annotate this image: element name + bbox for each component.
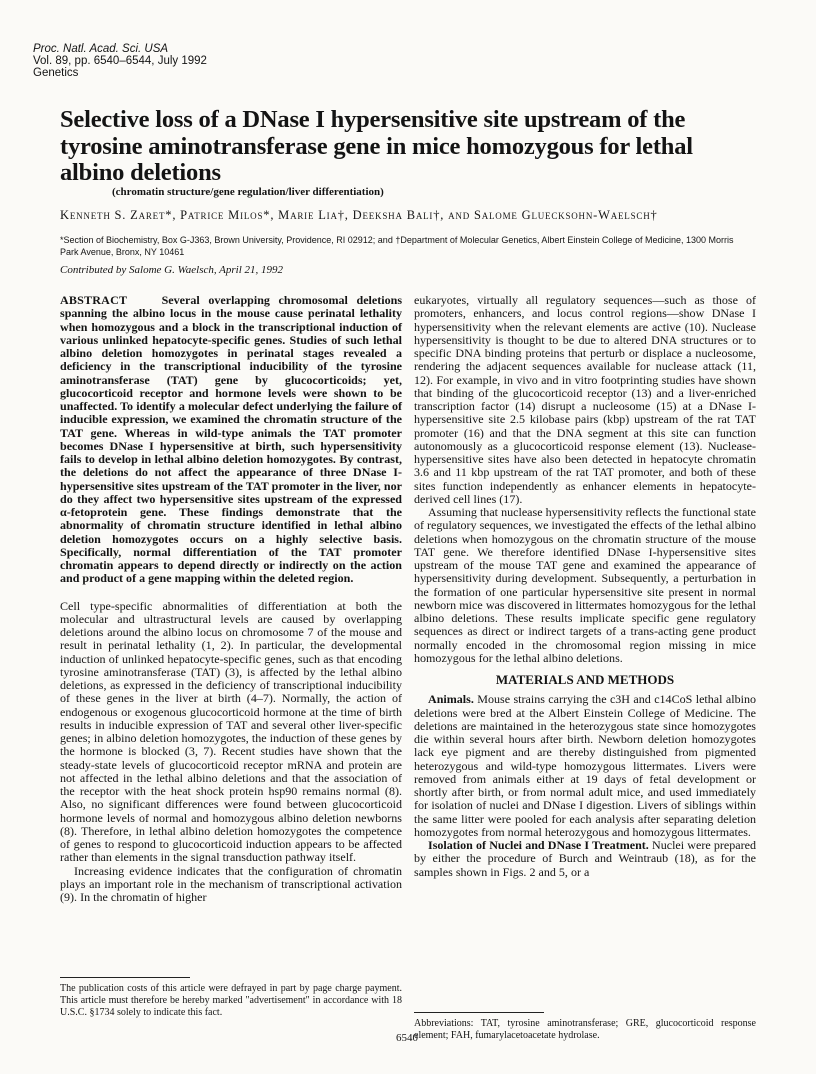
animals-heading: Animals. [428,692,474,707]
animals-text: Mouse strains carrying the c3H and c14CoS lethal albino deletions were bred at the Albert Einstein College of Medicine. The deletions are maintained in the heterozygous state since homozygotes die within several hours after birth. Newborn deletion homozygotes lack eye pigment and are thereby distinguished from pigmented heterozygous and wild-type homozygous littermates. Livers were removed from animals either at 19 days of fetal development or shortly after birth, or from normal adult mice, and used immediately for isolation of nuclei and DNase I digestion. Livers of siblings within the same litter were pooled for each analysis after separating deletion homozygotes from normal heterozygous and homozygous littermates. [414,692,756,839]
contributed-by: Contributed by Salome G. Waelsch, April 21, 1992 [60,264,284,276]
section-heading-methods: MATERIALS AND METHODS [495,672,675,687]
footnote-right: Abbreviations: TAT, tyrosine aminotransferase; GRE, glucocorticoid response element; FAH, fumarylacetoacetate hydrolase. [414,1018,756,1041]
journal-section: Genetics [33,67,79,79]
body-paragraph: Cell type-specific abnormalities of differentiation at both the molecular and ultrastructural levels are caused by overlapping deletions around the albino locus on chromosome 7 of the mouse and result in perinatal lethality (1, 2). In particular, the developmental induction of unlinked hepatocyte-specific genes, such as that encoding tyrosine aminotransferase (TAT) (3), is affected by the lethal albino deletions, as expressed in the deficiency of transcriptional inducibility of these genes in the liver at birth (4–7). Normally, the action of endogenous or exogenous glucocorticoid hormone at the time of birth results in inducible expression of TAT and several other liver-specific genes; in albino deletion homozygotes, the induction of these genes by the hormone is blocked (3, 7). Recent studies have shown that the steady-state levels of glucocorticoid receptor mRNA and protein are not affected in the lethal albino deletions and that the association of the receptor with the heat shock protein hsp90 remains normal (8). Also, no significant differences were found between glucocorticoid hormone levels of normal and homozygous albino deletion newborns (8). Therefore, in lethal albino deletion homozygotes the competence of genes to respond to glucocorticoid induction appears to be affected rather than elements in the signal transduction pathway itself. [60,598,402,865]
methods-animals [414,693,756,839]
author-list: Kenneth S. Zaret*, Patrice Milos*, Marie Lia†, Deeksha Bali†, and Salome Gluecksohn-Waelsch† [60,208,658,222]
methods-nuclei [414,839,756,879]
affiliations: *Section of Biochemistry, Box G-J363, Brown University, Providence, RI 02912; and †Department of Molecular Genetics, Albert Einstein College of Medicine, 1300 Morris Park Avenue, Bronx, NY 10461 [60,235,734,257]
keywords: (chromatin structure/gene regulation/liver differentiation) [112,186,384,198]
right-column [414,294,756,879]
nuclei-heading: Isolation of Nuclei and DNase I Treatment. [428,838,649,852]
abstract [60,294,402,586]
footnote-left: The publication costs of this article were defrayed in part by page charge payment. This article must therefore be hereby marked "advertisement" in accordance with 18 U.S.C. §1734 solely to indicate this fact. [60,983,402,1018]
nuclei-text: Nuclei were prepared by either the procedure of Burch and Weintraub (18), as for the samples shown in Figs. 2 and 5, or a [414,838,756,879]
article-title: Selective loss of a DNase I hypersensitive site upstream of the tyrosine aminotransferase gene in mice homozygous for lethal albino deletions [60,106,693,186]
body-paragraph: Increasing evidence indicates that the configuration of chromatin plays an important role in the mechanism of transcriptional activation (9). In the chromatin of higher [60,863,402,904]
journal-name: Proc. Natl. Acad. Sci. USA [33,43,169,55]
left-column [60,294,402,904]
abstract-label: ABSTRACT [60,293,128,307]
abstract-text: Several overlapping chromosomal deletions spanning the albino locus in the mouse cause perinatal lethality when homozygous and a block in the transcriptional induction of various unlinked hepatocyte-specific genes. Studies of such lethal albino deletion homozygotes in perinatal stages revealed a deficiency in the transcriptional inducibility of the tyrosine aminotransferase (TAT) gene by glucocorticoids; yet, glucocorticoid receptor and hormone levels were shown to be unaffected. To identify a molecular defect underlying the failure of inducible expression, we examined the chromatin structure of the TAT gene. Whereas in wild-type animals the TAT promoter becomes DNase I hypersensitive at birth, such hypersensitivity fails to develop in lethal albino deletion homozygotes. By contrast, the deletions do not affect the appearance of three DNase I-hypersensitive sites upstream of the TAT promoter in the liver, nor do they affect two hypersensitive sites upstream of the expressed α-fetoprotein gene. These findings demonstrate that the abnormality of chromatin structure identified in lethal albino deletion homozygotes occurs on a highly selective basis. Specifically, normal differentiation of the TAT promoter chromatin appears to depend directly or indirectly on the action and product of a gene mapping within the deleted region. [60,293,403,586]
journal-header [33,43,207,79]
journal-volume: Vol. 89, pp. 6540–6544, July 1992 [33,55,207,67]
footnote-rule-left [60,977,190,978]
page-number: 6540 [396,1032,418,1044]
body-paragraph: eukaryotes, virtually all regulatory sequences—such as those of promoters, enhancers, and locus control regions—show DNase I hypersensitivity when the relevant elements are active (10). Nuclease hypersensitivity is thought to be due to altered DNA structures or to specific DNA binding proteins that perturb or displace a nucleosome, rendering the adjacent sequences available for nuclease attack (11, 12). For example, in vivo and in vitro footprinting studies have shown that binding of the glucocorticoid receptor (13) and a liver-enriched transcription factor (14) disrupt a nucleosome (15) at a DNase I-hypersensitive site 2.5 kilobase pairs (kbp) upstream of the rat TAT promoter (16) and that the DNA segment at this site can function autonomously as a glucocorticoid response element (13). Nuclease-hypersensitive sites have also been detected in hepatocyte chromatin 3.6 and 11 kbp upstream of the rat TAT promoter, and both of these sites function independently as enhancer elements in hepatocyte-derived cell lines (17). [414,293,756,506]
body-paragraph: Assuming that nuclease hypersensitivity reflects the functional state of regulatory sequences, we investigated the effects of the lethal albino deletions when homozygous on the chromatin structure of the mouse TAT gene. We therefore identified DNase I-hypersensitive sites upstream of the mouse TAT gene and examined the appearance of hypersensitivity during development. Subsequently, a perturbation in the formation of one particular hypersensitive site present in normal newborn mice was discovered in littermates homozygous for the lethal albino deletions. These results implicate specific gene regulatory sequences as direct or indirect targets of a trans-acting gene product normally encoded in the chromosomal region missing in mice homozygous for the lethal albino deletions. [414,505,756,665]
footnote-rule-right [414,1012,544,1013]
